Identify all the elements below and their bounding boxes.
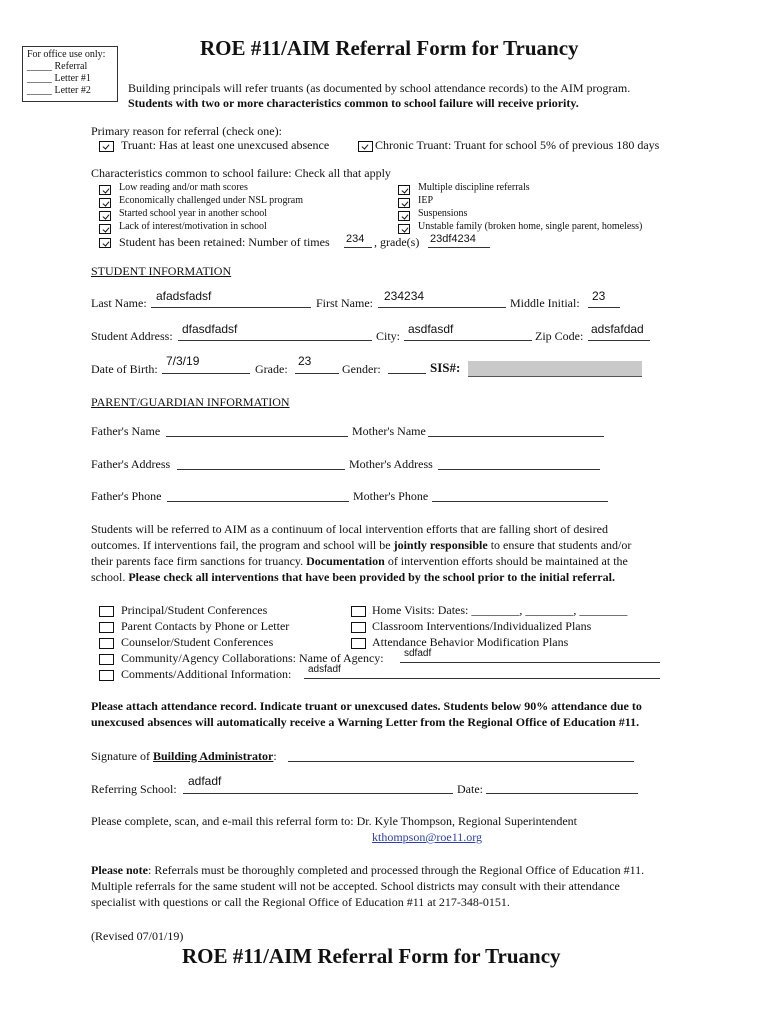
p1-line2-a: outcomes. If interventions fail, the program and school will be [91,538,394,552]
office-item-letter1: _____ Letter #1 [27,73,91,84]
zip-label: Zip Code: [535,329,584,343]
counselor-conf-label: Counselor/Student Conferences [121,635,274,649]
mother-name-label: Mother's Name [352,424,426,438]
classroom-checkbox[interactable] [351,622,366,633]
middle-initial-line [588,307,620,308]
note-line3: specialist with questions or call the Regional Office of Education #11 at 217-348-0151. [91,895,510,909]
suspensions-checkbox[interactable] [398,211,410,221]
retained-checkbox[interactable] [99,238,111,248]
discipline-label: Multiple discipline referrals [418,182,530,193]
p1-line3-b: Documentation [306,554,385,568]
grades-label: , grade(s) [374,235,420,249]
p1-line4 [91,569,691,585]
retained-times-line [344,247,372,248]
grade-value[interactable]: 23 [298,354,312,368]
p1-line4-a: school. [91,570,129,584]
retained-label: Student has been retained: Number of times [119,235,330,249]
priority-text: Students with two or more characteristics common to school failure will receive priority. [128,96,579,110]
parent-info-heading: PARENT/GUARDIAN INFORMATION [91,395,290,409]
agency-value[interactable]: sdfadf [404,648,432,659]
gender-line [388,373,426,374]
referring-school-label: Referring School: [91,782,177,796]
mother-phone-line[interactable] [432,501,608,502]
p1-line1: Students will be referred to AIM as a continuum of local intervention efforts that are falling short of desired [91,522,608,536]
zip-line [588,340,650,341]
last-name-value[interactable]: afadsfadsf [156,289,212,303]
office-item-letter2: _____ Letter #2 [27,85,91,96]
sis-input[interactable] [468,361,642,377]
email-link[interactable]: kthompson@roe11.org [372,830,483,844]
comments-value[interactable]: adsfadf [308,664,341,675]
chronic-label: Chronic Truant: Truant for school 5% of previous 180 days [375,138,660,152]
attendance-plans-checkbox[interactable] [351,638,366,649]
principal-conf-checkbox[interactable] [99,606,114,617]
characteristics-label: Characteristics common to school failure: Check all that apply [91,166,391,180]
p1-line4-b: Please check all interventions that have been provided by the school prior to the initial referral. [128,570,615,584]
dob-value[interactable]: 7/3/19 [166,354,200,368]
suspensions-label: Suspensions [418,208,468,219]
middle-initial-label: Middle Initial: [510,296,580,310]
office-title: For office use only: [27,49,106,60]
p1-line3-c: of intervention efforts should be maintained at the [384,554,628,568]
last-name-label: Last Name: [91,296,147,310]
p1-line2-c: to ensure that students and/or [487,538,632,552]
grade-label: Grade: [255,362,288,376]
first-name-value[interactable]: 234234 [384,289,425,303]
referring-school-line [183,793,453,794]
economic-label: Economically challenged under NSL program [119,195,304,206]
note-line1-text: : Referrals must be thoroughly completed and processed through the Regional Office of Education #11. [147,863,645,877]
referring-school-value[interactable]: adfadf [188,774,222,788]
principal-conf-label: Principal/Student Conferences [121,603,268,617]
father-phone-line[interactable] [167,501,349,502]
low-scores-checkbox[interactable] [99,185,111,195]
counselor-conf-checkbox[interactable] [99,638,114,649]
zip-value[interactable]: adsfafdad [591,322,644,336]
footer-title: ROE #11/AIM Referral Form for Truancy [182,944,561,968]
intro-text: Building principals will refer truants (as documented by school attendance records) to the AIM program. [128,81,631,95]
classroom-label: Classroom Interventions/Individualized Plans [372,619,592,633]
interventions-paragraph [91,521,691,585]
attendance-plans-label: Attendance Behavior Modification Plans [372,635,569,649]
economic-checkbox[interactable] [99,198,111,208]
note-line1 [91,862,691,878]
primary-reason-label: Primary reason for referral (check one): [91,124,282,138]
dob-label: Date of Birth: [91,362,158,376]
attach-line2: unexcused absences will automatically receive a Warning Letter from the Regional Office of Education #11. [91,715,640,729]
home-visits-label: Home Visits: Dates: ________, ________, ________ [372,603,628,617]
signature-label [91,749,277,764]
another-school-label: Started school year in another school [119,208,268,219]
address-line [178,340,372,341]
note-line2: Multiple referrals for the same student will not be accepted. School districts may consult with their attendance [91,879,620,893]
address-label: Student Address: [91,329,173,343]
page-title: ROE #11/AIM Referral Form for Truancy [200,36,579,60]
parent-contacts-checkbox[interactable] [99,622,114,633]
p1-line3 [91,553,691,569]
city-label: City: [376,329,401,343]
signature-line[interactable] [288,761,634,762]
discipline-checkbox[interactable] [398,185,410,195]
note-paragraph [91,862,691,910]
grade-line [295,373,339,374]
grades-value[interactable]: 23df4234 [430,233,476,245]
note-bold: Please note [91,863,148,877]
address-value[interactable]: dfasdfadsf [182,322,238,336]
iep-checkbox[interactable] [398,198,410,208]
truant-label: Truant: Has at least one unexcused absence [121,138,330,152]
comments-label: Comments/Additional Information: [121,667,292,681]
signature-pre: Signature of [91,749,153,763]
father-address-line[interactable] [177,469,345,470]
home-visits-checkbox[interactable] [351,606,366,617]
agency-checkbox[interactable] [99,654,114,665]
another-school-checkbox[interactable] [99,211,111,221]
last-name-line [151,307,311,308]
attach-line1: Please attach attendance record. Indicate truant or unexcused dates. Students below 90% attendance due to [91,699,642,713]
city-line [404,340,532,341]
father-phone-label: Father's Phone [91,489,162,503]
middle-initial-value[interactable]: 23 [592,289,606,303]
lack-interest-checkbox[interactable] [99,224,111,234]
retained-times-value[interactable]: 234 [346,233,365,245]
p1-line2-b: jointly responsible [393,538,488,552]
unstable-family-checkbox[interactable] [398,224,410,234]
sis-label: SIS#: [430,360,461,375]
signature-role: Building Administrator [153,749,274,763]
chronic-checkbox[interactable] [358,141,373,152]
p1-line2 [91,537,691,553]
mother-phone-label: Mother's Phone [353,489,429,503]
father-address-label: Father's Address [91,457,171,471]
p1-line3-a: their parents face firm sanctions for truancy. [91,554,307,568]
dob-line [162,373,250,374]
city-value[interactable]: asdfasdf [408,322,454,336]
first-name-line [378,307,506,308]
comments-line [304,678,660,679]
signature-post: : [273,749,277,763]
agency-line [400,662,660,663]
mother-name-line[interactable] [428,436,604,437]
lack-interest-label: Lack of interest/motivation in school [119,221,267,232]
comments-checkbox[interactable] [99,670,114,681]
mother-address-label: Mother's Address [349,457,433,471]
date-line[interactable] [486,793,638,794]
date-label: Date: [457,782,483,796]
submit-text: Please complete, scan, and e-mail this referral form to: Dr. Kyle Thompson, Regional Superintendent [91,814,577,828]
low-scores-label: Low reading and/or math scores [119,182,248,193]
iep-label: IEP [418,195,433,206]
grades-line [428,247,490,248]
parent-contacts-label: Parent Contacts by Phone or Letter [121,619,290,633]
unstable-family-label: Unstable family (broken home, single parent, homeless) [418,221,643,232]
first-name-label: First Name: [316,296,373,310]
truant-checkbox[interactable] [99,141,114,152]
gender-label: Gender: [342,362,381,376]
office-item-referral: _____ Referral [27,61,88,72]
mother-address-line[interactable] [438,469,600,470]
office-use-box [22,46,118,102]
student-info-heading: STUDENT INFORMATION [91,264,232,278]
revised-date: (Revised 07/01/19) [91,929,184,943]
agency-label: Community/Agency Collaborations: Name of Agency: [121,651,384,665]
father-name-line[interactable] [166,436,348,437]
father-name-label: Father's Name [91,424,161,438]
